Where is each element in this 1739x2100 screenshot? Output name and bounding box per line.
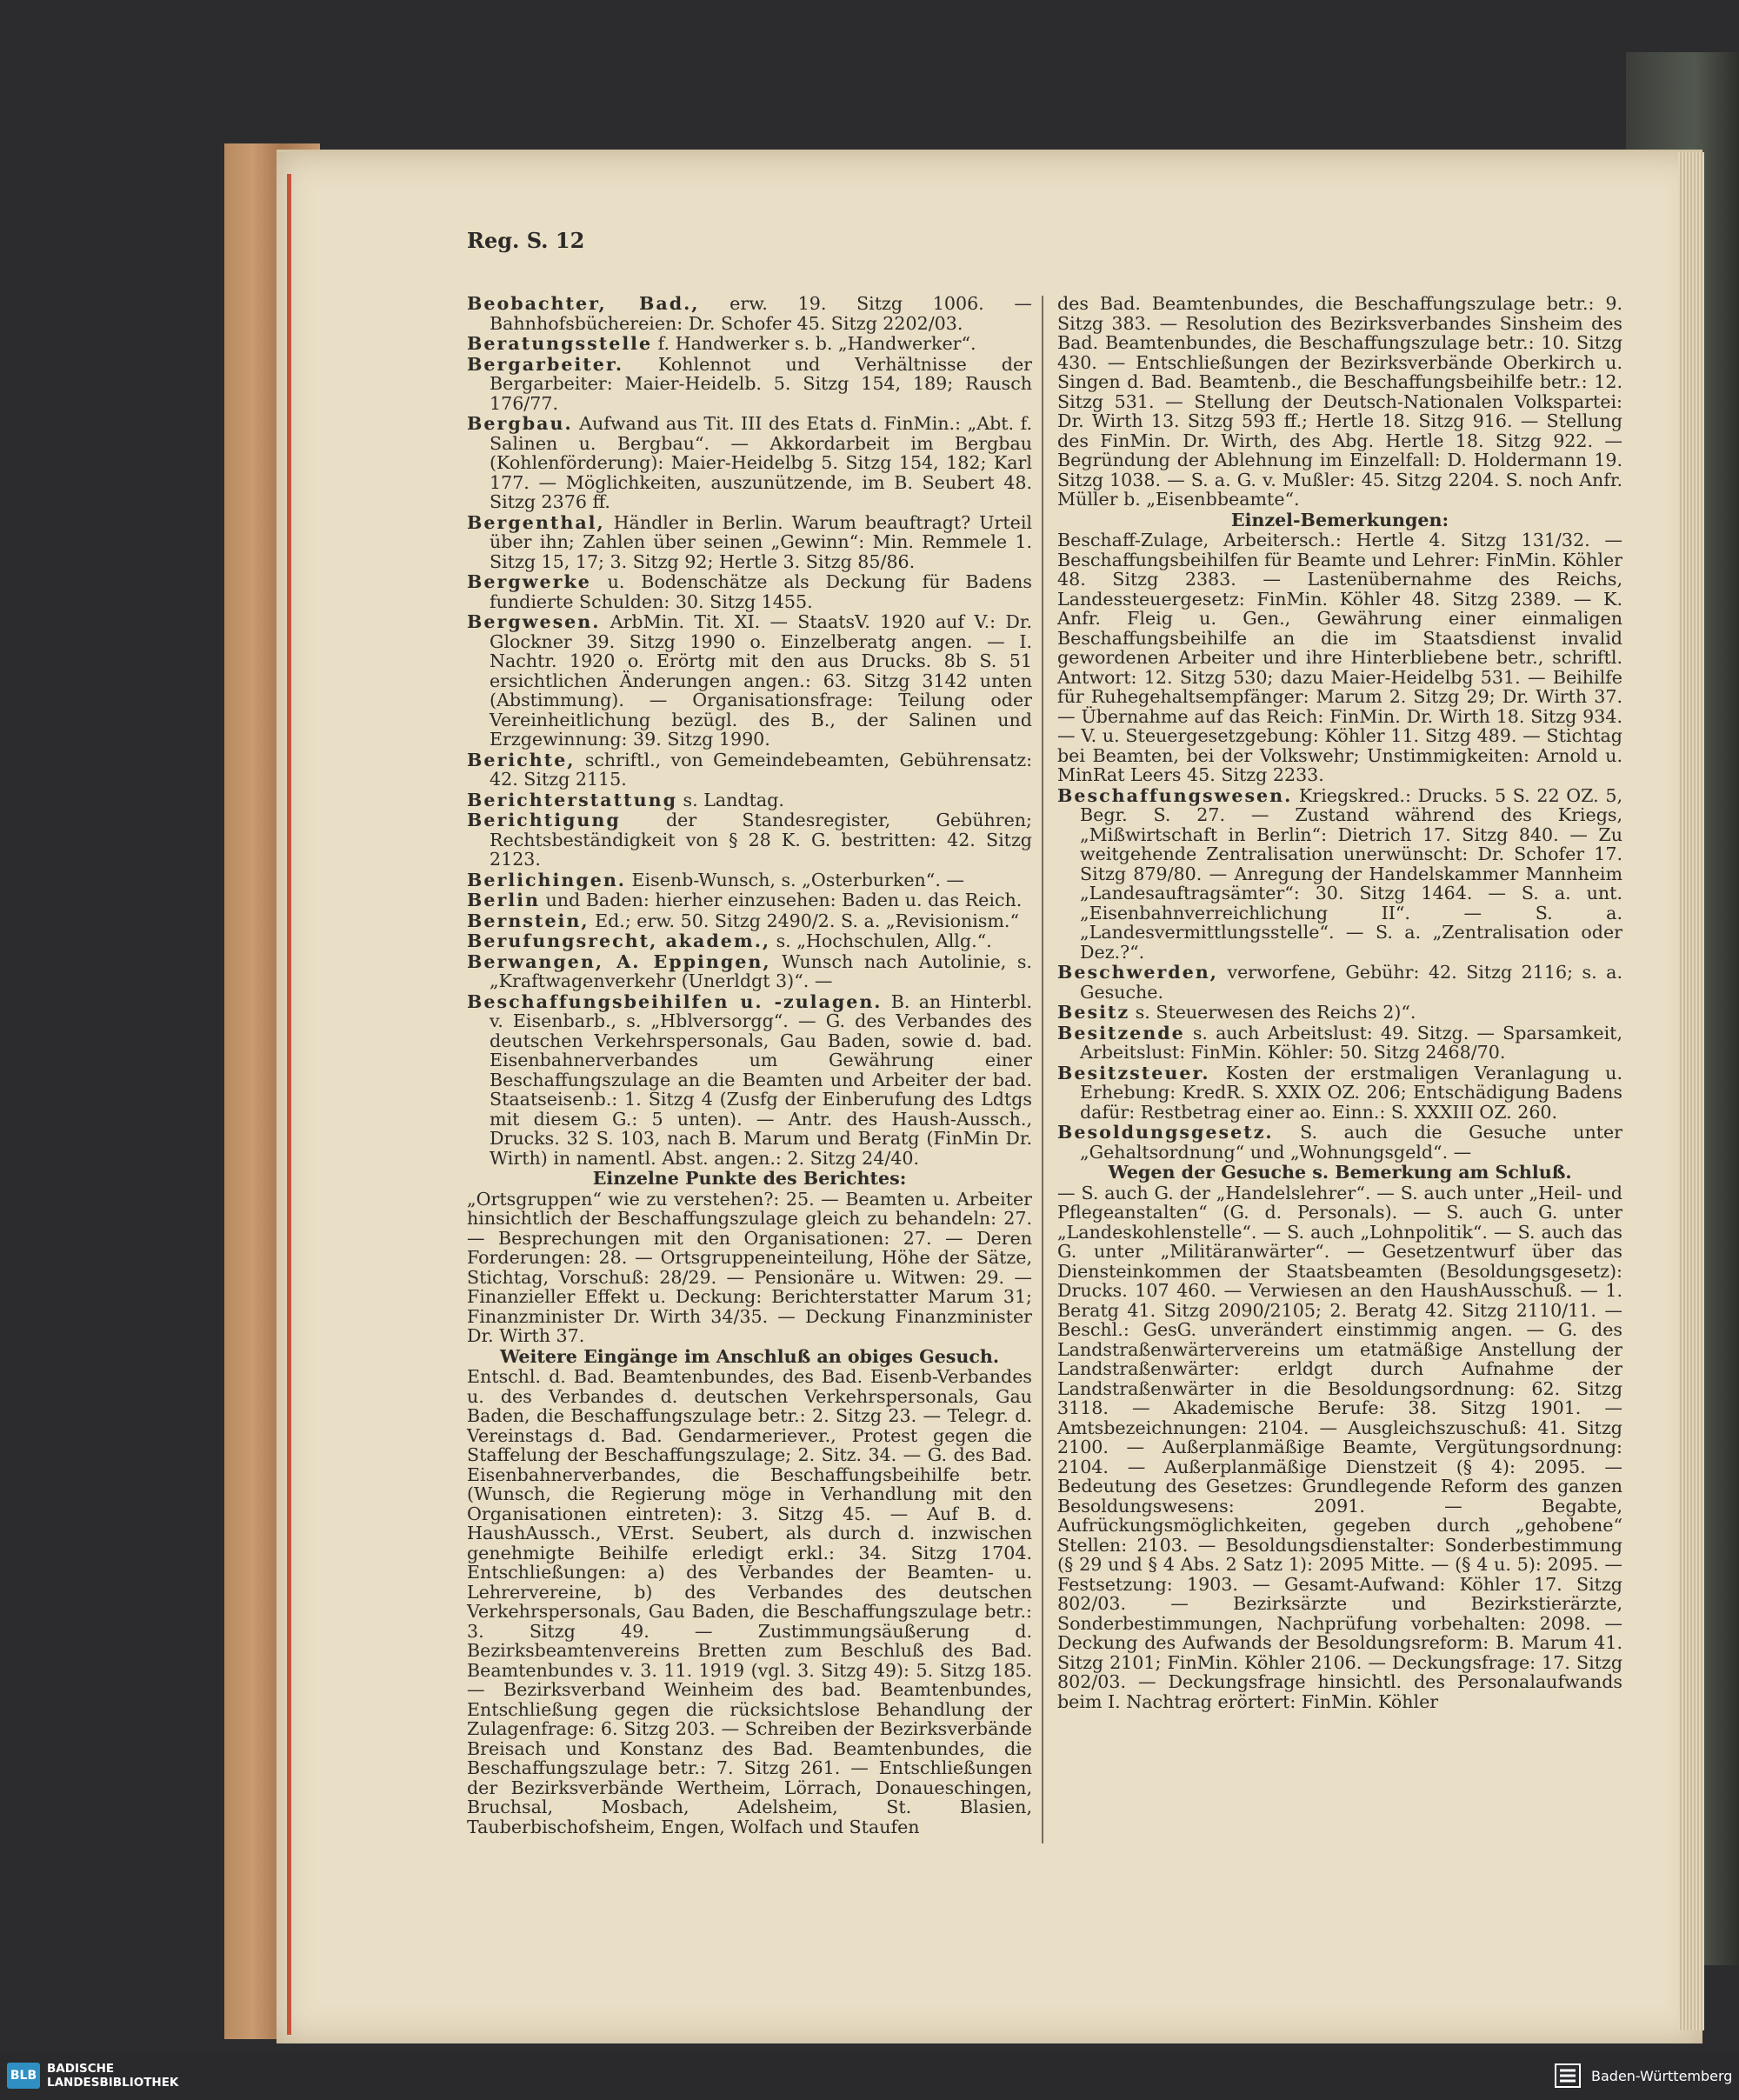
index-entry-continuation [1057,1183,1622,1712]
entry-text: Kosten der erstmaligen Veranlagung u. Erhebung: KredR. S. XXIX OZ. 206; Entschädigung Badens dafür: Restbetrag einer ao. Einn.: S. XXXIII OZ. 260. [1080,1062,1622,1123]
index-entry [467,931,1032,951]
entry-keyword: Bergenthal, [467,511,605,533]
entry-keyword: Beschaffungsbeihilfen u. -zulagen. [467,990,883,1012]
entry-text: schriftl., von Gemeindebeamten, Gebührensatz: 42. Sitzg 2115. [490,749,1033,790]
entry-keyword: Besitzsteuer. [1057,1062,1210,1083]
index-entry [467,414,1032,512]
index-entry-continuation [467,1367,1032,1837]
entry-text: Wunsch nach Autolinie, s. „Kraftwagenverkehr (Unerldgt 3)“. — [490,950,1032,991]
index-entry [467,750,1032,790]
entry-keyword: Berlin [467,890,540,910]
viewer-footer [0,2052,1739,2100]
index-entry [1057,1123,1622,1162]
entry-keyword: Berichterstattung [467,789,677,810]
section-subheading: Einzelne Punkte des Berichtes: [592,1168,907,1189]
entry-text: des Bad. Beamtenbundes, die Beschaffungszulage betr.: 9. Sitzg 383. — Resolution des Bezirksverbandes Sinsheim des Bad. Beamtenbundes, die Beschaffungszulage betr.: 10. Sitzg 430. — Entschließungen der Bezirksverbände Oberkirch u. Singen d. Bad. Beamtenb., die Beschaffungsbeihilfe betr.: 12. Sitzg 531. — Stellung der Deutsch-Nationalen Volkspartei: Dr. Wirth 13. Sitzg 593 ff.; Hertle 18. Sitzg 916. — Stellung des FinMin. Dr. Wirth, des Abg. Hertle 18. Sitzg 922. — Begründung der Ablehnung im Einzelfall: D. Holdermann 19. Sitzg 1038. — S. a. G. v. Mußler: 45. Sitzg 2204. S. noch Anfr. Müller b. „Eisenbbeamte“. [1057,293,1622,510]
entry-text: Eisenb-Wunsch, s. „Osterburken“. — [631,869,965,890]
entry-text: Kohlennot und Verhältnisse der Bergarbeiter: Maier-Heidelb. 5. Sitzg 154, 189; Rausch 176/77. [490,353,1032,414]
entry-keyword: Berwangen, A. Eppingen, [467,950,771,972]
section-subheading: Einzel-Bemerkungen: [1230,509,1449,530]
index-entry-continuation [467,1190,1032,1346]
state-name[interactable]: Baden-Württemberg [1591,2068,1733,2084]
index-entry [1057,1023,1622,1063]
entry-text: Aufwand aus Tit. III des Etats d. FinMin.: „Abt. f. Salinen u. Bergbau“. — Akkordarbeit im Bergbau (Kohlenförderung): Maier-Heidelbg 5. Sitzg 154, 182; Karl 177. — Möglichkeiten, auszunützende, im B. Seubert 48. Sitzg 2376 ff. [490,413,1032,512]
entry-keyword: Beratungsstelle [467,333,653,354]
red-margin-rule [287,174,291,2035]
entry-text: B. an Hinterbl. v. Eisenbarb., s. „Hblversorgg“. — G. des Verbandes des deutschen Verkehrspersonals, Gau Baden, sowie d. bad. Eisenbahnerverbandes um Gewährung einer Beschaffungszulage an die Beamten und Arbeiter der bad. Staatseisenb.: 1. Sitzg 4 (Zusfg der Einberufung des Ldtgs mit diesem G.: 5 unten). — Antr. des Haush-Aussch., Drucks. 32 S. 103, nach B. Marum und Beratg (FinMin Dr. Wirth) in namentl. Abst. angen.: 2. Sitzg 24/40. [490,990,1033,1169]
index-entry [467,513,1032,572]
entry-text: — S. auch G. der „Handelslehrer“. — S. auch unter „Heil- und Pflegeanstalten“ (G. d. Personals). — S. auch G. unter „Landeskohlenstelle“. — S. auch „Lohnpolitik“. — S. auch das G. unter „Militäranwärter“. — Gesetzentwurf über das Diensteinkommen der Staatsbeamten (Besoldungsgesetz): Drucks. 107 460. — Verwiesen an den HaushAusschuß. — 1. Beratg 41. Sitzg 2090/2105; 2. Beratg 42. Sitzg 2110/11. — Beschl.: GesG. unverändert einstimmig angen. — G. des Landstraßenwärtervereins um etatmäßige Anstellung der Landstraßenwärter: erldgt durch Aufnahme der Landstraßenwärter in die Besoldungsordnung: 62. Sitzg 3118. — Akademische Berufe: 38. Sitzg 1901. — Amtsbezeichnungen: 2104. — Ausgleichszuschuß: 41. Sitzg 2100. — Außerplanmäßige Beamte, Vergütungsordnung: 2104. — Außerplanmäßige Dienstzeit (§ 4): 2095. — Bedeutung des Gesetzes: Grundlegende Reform des ganzen Besoldungswesens: 2091. — Begabte, Aufrückungsmöglichkeiten, gegeben durch „gehobene“ Stellen: 2103. — Besoldungsdienstalter: Sonderbestimmung (§ 29 und § 4 Abs. 2 Satz 1): 2095 Mitte. — (§ 4 u. 5): 2095. — Festsetzung: 1903. — Gesamt-Aufwand: Köhler 17. Sitzg 802/03. — Bezirksärzte und Bezirkstierärzte, Sonderbestimmungen, Nachprüfung vorbehalten: 2098. — Deckung des Aufwands der Besoldungsreform: B. Marum 41. Sitzg 2101; FinMin. Köhler 2106. — Deckungsfrage: 17. Sitzg 802/03. — Deckungsfrage hinsichtl. des Personalaufwands beim I. Nachtrag erörtert: FinMin. Köhler [1057,1182,1622,1712]
index-entry [1057,786,1622,963]
entry-text: s. Steuerwesen des Reichs 2)“. [1135,1002,1416,1023]
entry-keyword: Beobachter, Bad., [467,293,700,314]
entry-text: ArbMin. Tit. XI. — StaatsV. 1920 auf V.: Dr. Glockner 39. Sitzg 1990 o. Einzelberatg angen. — I. Nachtr. 1920 o. Erörtg mit den aus Drucks. 8b S. 51 ersichtlichen Änderungen angen.: 63. Sitzg 3142 unten (Abstimmung). — Organisationsfrage: Teilung oder Vereinheitlichung bezügl. des B., der Salinen und Erzgewinnung: 39. Sitzg 1990. [490,611,1032,750]
right-column [1057,294,1622,1712]
entry-text: s. Landtag. [683,789,784,810]
index-entry [467,334,1032,354]
page-stack-edge [1678,152,1704,2030]
entry-keyword: Bergarbeiter. [467,353,624,375]
index-entry [467,870,1032,890]
index-entry-continuation [1057,530,1622,785]
index-entry [1057,963,1622,1002]
entry-text: Beschaff-Zulage, Arbeitersch.: Hertle 4. Sitzg 131/32. — Beschaffungsbeihilfen für Beamte und Lehrer: FinMin. Köhler 48. Sitzg 2383. — Lastenübernahme des Reichs, Landessteuergesetz: FinMin. Köhler 48. Sitzg 2389. — K. Anfr. Fleig u. Gen., Gewährung einer einmaligen Beschaffungsbeihilfe an die im Staatsdienst invalid gewordenen Arbeiter und ihre Hinterbliebene betr., schriftl. Antwort: 12. Sitzg 530; dazu Maier-Heidelbg 531. — Beihilfe für Ruhegehaltsempfänger: Marum 2. Sitzg 29; Dr. Wirth 37. — Übernahme auf das Reich: FinMin. Dr. Wirth 18. Sitzg 934. — V. u. Steuergesetzgebung: Köhler 11. Sitzg 489. — Stichtag bei Beamten, bei der Volkswehr; Unstimmigkeiten: Arnold u. MinRat Leers 45. Sitzg 2233. [1057,530,1622,785]
index-entry [467,294,1032,333]
entry-text: u. Bodenschätze als Deckung für Badens fundierte Schulden: 30. Sitzg 1455. [490,571,1032,612]
index-entry [1057,1003,1622,1023]
entry-keyword: Bergwesen. [467,611,601,632]
entry-text: erw. 19. Sitzg 1006. — Bahnhofsbüchereien: Dr. Schofer 45. Sitzg 2202/03. [490,293,1033,334]
column-divider [1042,296,1043,1843]
index-entry-continuation [1057,294,1622,510]
section-subheading: Weitere Eingänge im Anschluß an obiges Gesuch. [499,1345,1000,1367]
entry-keyword: Beschwerden, [1057,962,1218,983]
entry-keyword: Berichtigung [467,810,621,830]
index-entry [467,612,1032,750]
entry-keyword: Beschaffungswesen. [1057,784,1293,806]
index-entry [467,790,1032,810]
entry-text: S. auch die Gesuche unter „Gehaltsordnung“ und „Wohnungsgeld“. — [1080,1122,1623,1163]
entry-keyword: Bergbau. [467,413,573,434]
library-name-line2: LANDESBIBLIOTHEK [47,2076,179,2090]
entry-text: der Standesregister, Gebühren; Rechtsbeständigkeit von § 28 K. G. bestritten: 42. Sitzg 2123. [490,810,1032,870]
baden-wuerttemberg-lions-icon[interactable] [1553,2061,1582,2090]
index-entry [467,992,1032,1169]
entry-text: f. Handwerker s. b. „Handwerker“. [657,333,976,354]
entry-text: „Ortsgruppen“ wie zu verstehen?: 25. — Beamten u. Arbeiter hinsichtlich der Beschaffungszulage gleich zu behandeln: 27. — Besprechungen mit den Organisationen: 27. — Deren Forderungen: 28. — Ortsgruppeneinteilung, Höhe der Sätze, Stichtag, Vorschuß: 28/29. — Pensionäre u. Witwen: 29. — Finanzieller Effekt u. Deckung: Berichterstatter Marum 31; Finanzminister Dr. Wirth 34/35. — Deckung Finanzminister Dr. Wirth 37. [467,1188,1032,1346]
entry-keyword: Berlichingen. [467,869,626,890]
library-name-line1: BADISCHE [47,2062,115,2076]
entry-text: Kriegskred.: Drucks. 5 S. 22 OZ. 5, Begr. S. 27. — Zustand während des Kriegs, „Mißwirtschaft in Berlin“: Dietrich 17. Sitzg 840. — Zu weitgehende Zentralisation unerwünscht: Dr. Schofer 17. Sitzg 879/80. — Anregung der Handelskammer Mannheim „Landesauftragsämter“: 30. Sitzg 1464. — S. a. unt. „Eisenbahnverreichlichung II“. — S. a. „Landesvermittlungsstelle“. — S. a. „Zentralisation oder Dez.?“. [1080,784,1622,963]
page-header: Reg. S. 12 [467,228,585,253]
index-entry [467,911,1032,931]
index-entry [467,810,1032,870]
section-subheading: Wegen der Gesuche s. Bemerkung am Schluß. [1108,1162,1572,1183]
entry-keyword: Berichte, [467,749,576,770]
entry-text: s. „Hochschulen, Allg.“. [776,930,992,951]
entry-keyword: Bergwerke [467,571,591,592]
entry-keyword: Besoldungsgesetz. [1057,1122,1274,1143]
entry-keyword: Besitz [1057,1002,1130,1023]
index-entry [467,355,1032,414]
index-entry [467,890,1032,910]
index-entry [467,572,1032,611]
entry-text: Händler in Berlin. Warum beauftragt? Urteil über ihn; Zahlen über seinen „Gewinn“: Min. Remmele 1. Sitzg 15, 17; 3. Sitzg 92; Hertle 3. Sitzg 85/86. [490,511,1032,572]
left-column [467,294,1032,1837]
entry-keyword: Bernstein, [467,910,590,931]
entry-text: Ed.; erw. 50. Sitzg 2490/2. S. a. „Revisionism.“ [595,910,1019,931]
blb-logo-icon[interactable]: BLB [7,2063,40,2089]
entry-keyword: Besitzende [1057,1022,1185,1043]
index-entry [1057,1063,1622,1123]
entry-text: verworfene, Gebühr: 42. Sitzg 2116; s. a. Gesuche. [1080,962,1623,1003]
entry-keyword: Berufungsrecht, akadem., [467,930,771,951]
library-name[interactable] [47,2062,178,2090]
entry-text: und Baden: hierher einzusehen: Baden u. das Reich. [545,890,1023,910]
index-entry [467,952,1032,991]
entry-text: s. auch Arbeitslust: 49. Sitzg. — Sparsamkeit, Arbeitslust: FinMin. Köhler: 50. Sitzg 2468/70. [1080,1022,1623,1063]
entry-text: Entschl. d. Bad. Beamtenbundes, des Bad. Eisenb-Verbandes u. des Verbandes d. deutschen Verkehrspersonals, Gau Baden, die Beschaffungszulage betr.: 2. Sitzg 23. — Telegr. d. Vereinstags d. Bad. Gendarmeriever., Protest gegen die Staffelung der Beschaffungszulage; 2. Sitz. 34. — G. des Bad. Eisenbahnerverbandes, die Beschaffungsbeihilfe betr. (Wunsch, die Regierung möge in Verhandlung mit den Organisationen eintreten): 3. Sitzg 45. — Auf B. d. HaushAussch., VErst. Seubert, als durch d. inzwischen genehmigte Beihilfe erledigt erkl.: 34. Sitzg 1704. Entschließungen: a) des Verbandes der Beamten- u. Lehrervereine, b) des Verbandes des deutschen Verkehrspersonals, Gau Baden, die Beschaffungszulage betr.: 3. Sitzg 49. — Zustimmungsäußerung d. Bezirksbeamtenvereins Bretten zum Beschluß des Bad. Beamtenbundes v. 3. 11. 1919 (vgl. 3. Sitzg 49): 5. Sitzg 185. — Bezirksverband Weinheim des bad. Beamtenbundes, Entschließung gegen die rücksichtslose Behandlung der Zulagenfrage: 6. Sitzg 203. — Schreiben der Bezirksverbände Breisach und Konstanz des Bad. Beamtenbundes, die Beschaffungszulage betr.: 7. Sitzg 261. — Entschließungen der Bezirksverbände Wertheim, Lörrach, Donaueschingen, Bruchsal, Mosbach, Adelsheim, St. Blasien, Tauberbischofsheim, Engen, Wolfach und Staufen [467,1366,1032,1837]
